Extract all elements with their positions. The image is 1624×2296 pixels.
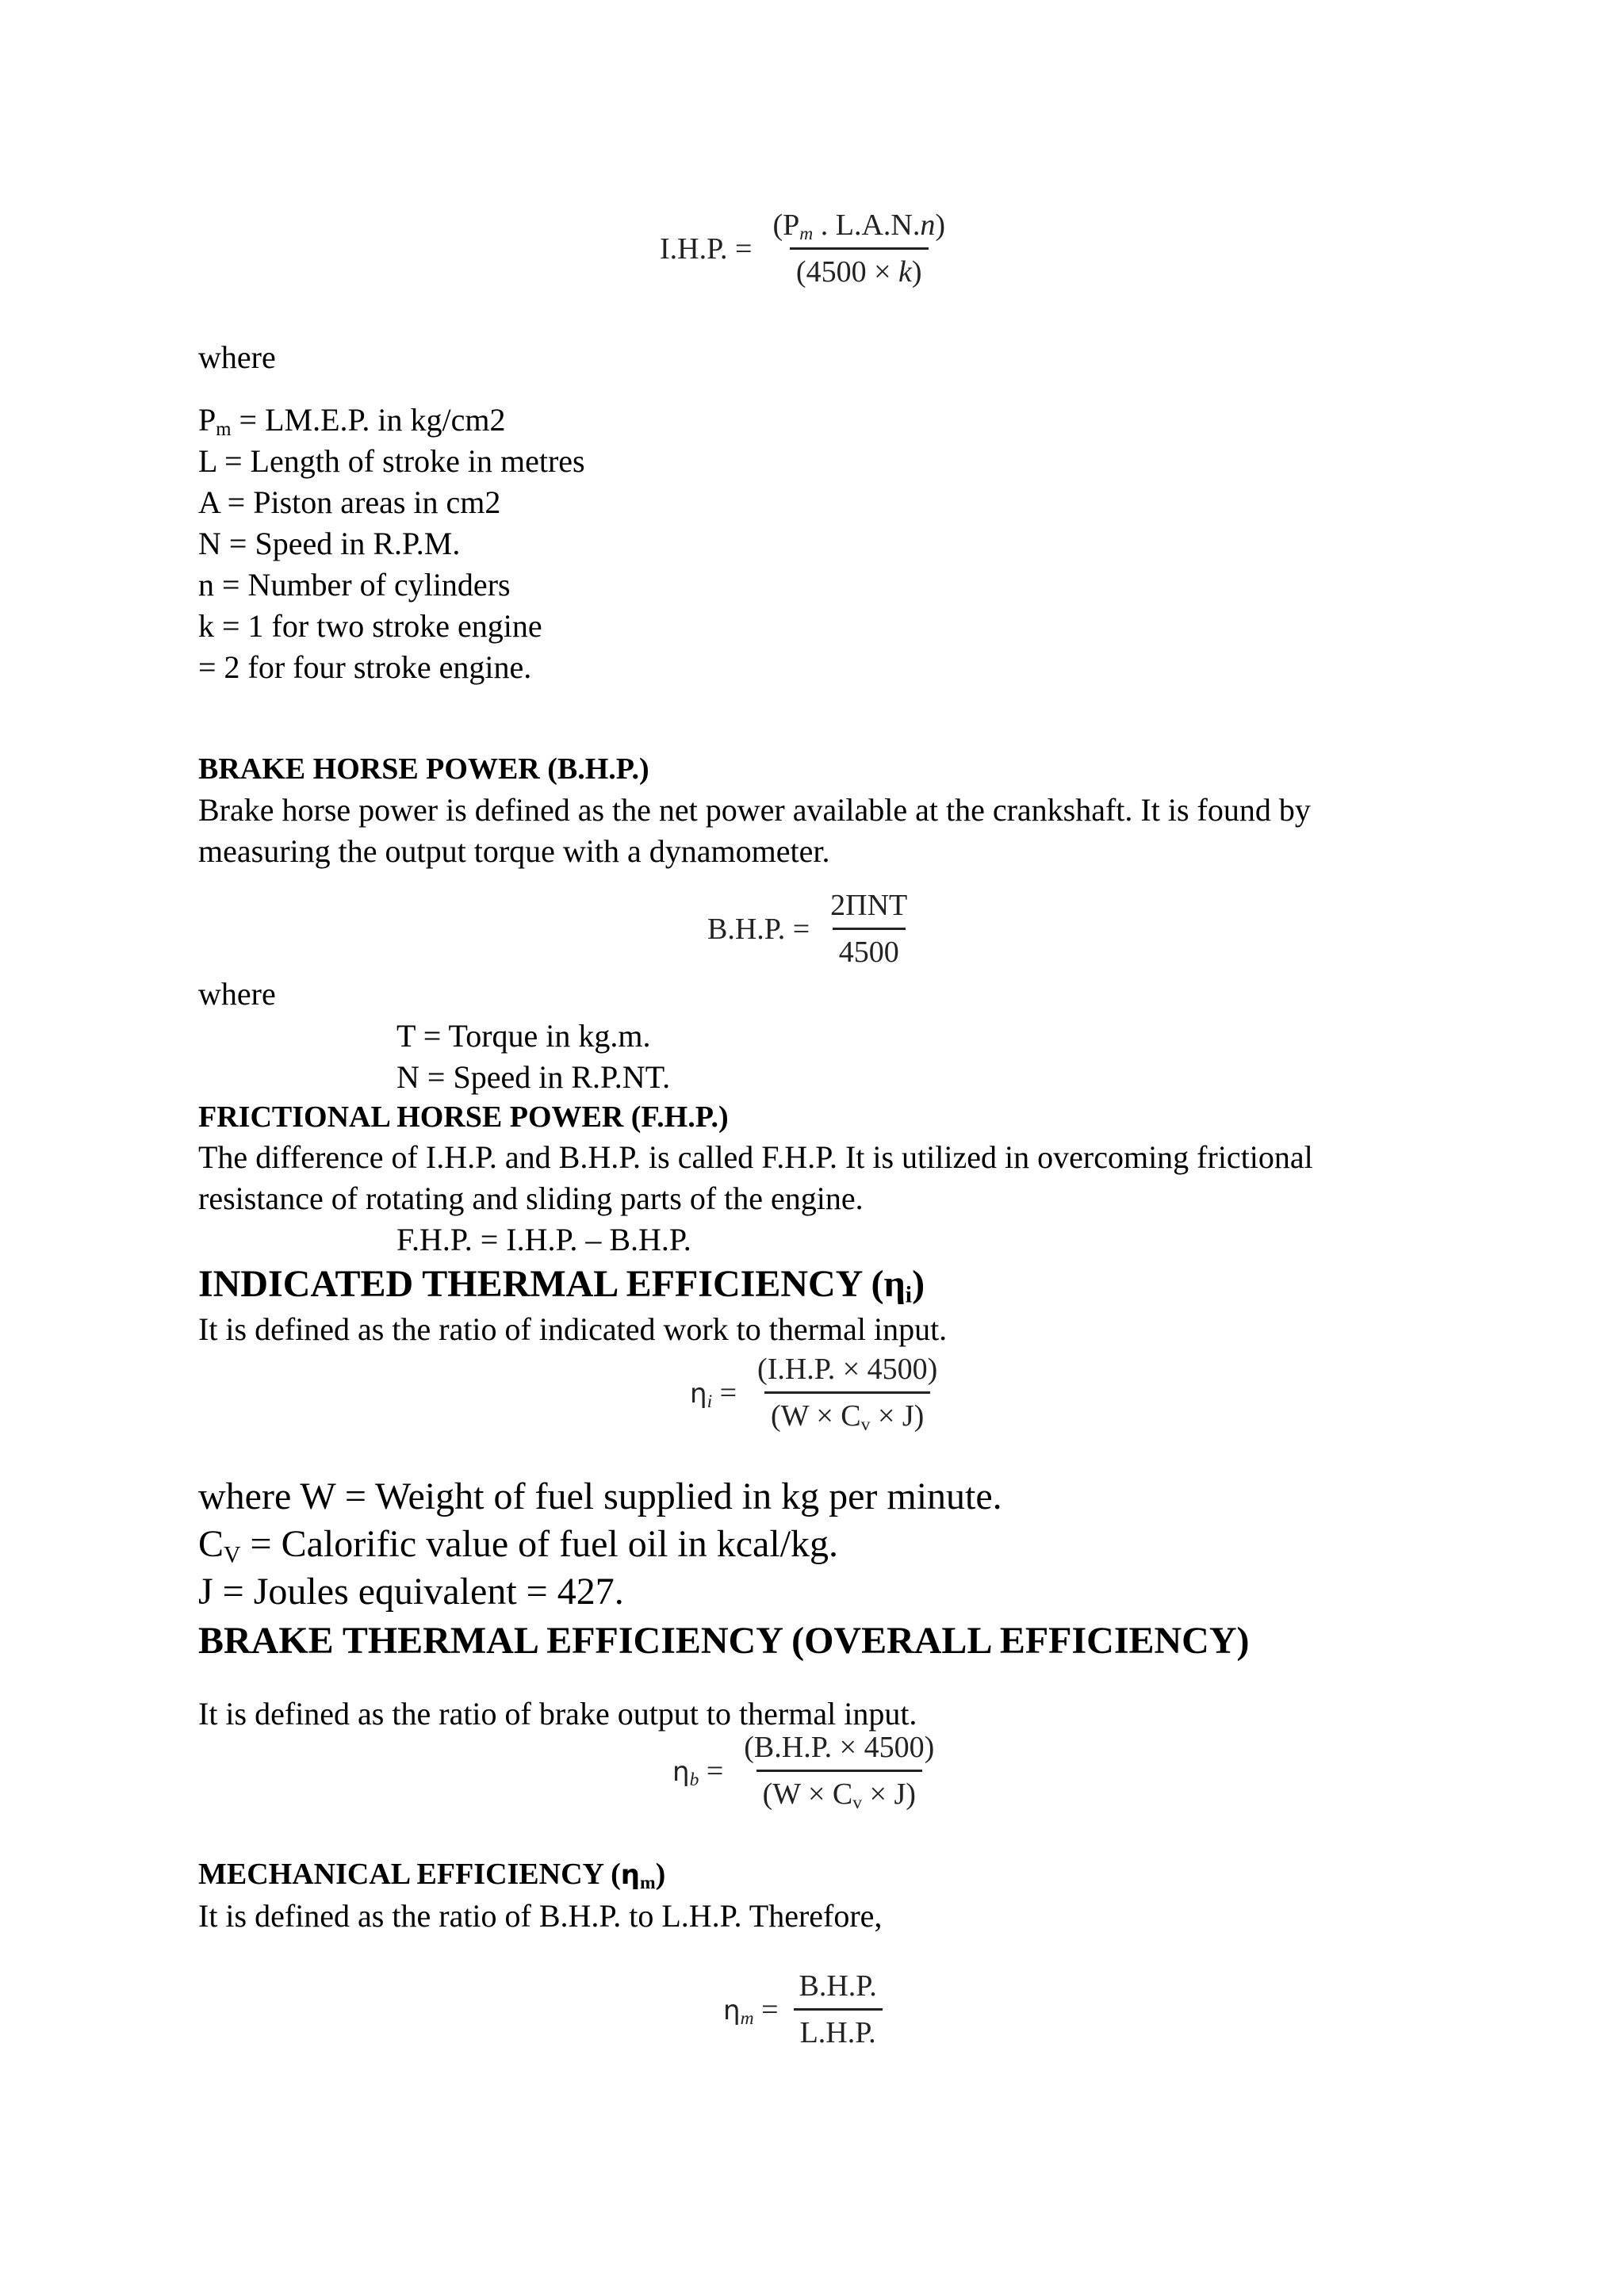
ite-fraction <box>751 1352 944 1433</box>
bhp-paragraph-line-1: Brake horse power is defined as the net power available at the crankshaft. It is found by <box>198 792 1311 828</box>
bte-formula-lhs: $\eta_b$ = <box>672 1754 724 1790</box>
bhp-fraction <box>824 888 914 970</box>
ite-paragraph: It is defined as the ratio of indicated work to thermal input. <box>198 1311 948 1347</box>
definition-k-four-stroke: = 2 for four stroke engine. <box>198 649 532 685</box>
fhp-heading: FRICTIONAL HORSE POWER (F.H.P.) <box>198 1100 729 1134</box>
definition-torque: T = Torque in kg.m. <box>396 1018 651 1054</box>
bte-heading: BRAKE THERMAL EFFICIENCY (OVERALL EFFICIENCY) <box>198 1620 1250 1662</box>
me-paragraph: It is defined as the ratio of B.H.P. to L.H.P. Therefore, <box>198 1898 883 1934</box>
ite-formula-lhs: $\eta_i$ = <box>690 1376 737 1412</box>
bhp-paragraph-line-2: measuring the output torque with a dynamometer. <box>198 833 830 869</box>
bte-paragraph: It is defined as the ratio of brake output to thermal input. <box>198 1696 917 1732</box>
definition-n-speed: N = Speed in R.P.M. <box>198 526 461 561</box>
definition-pm: $P_m = LM.E.P$. in kg/cm2 <box>198 402 506 441</box>
definition-speed: N = Speed in R.P.NT. <box>396 1059 671 1095</box>
fhp-paragraph-line-2: resistance of rotating and sliding parts of the engine. <box>198 1181 864 1216</box>
bte-denominator: $(W \times C_v \times J)$ <box>756 1770 922 1812</box>
fhp-formula: F.H.P. = I.H.P. – B.H.P. <box>396 1222 691 1257</box>
bte-formula <box>672 1730 940 1812</box>
ihp-formula <box>660 208 952 289</box>
bhp-denominator: 4500 <box>833 928 906 970</box>
definition-cv: $C_V$ = Calorific value of fuel oil in kcal/kg. <box>198 1523 839 1568</box>
where-label-1: where <box>198 339 276 375</box>
definition-k: k = 1 for two stroke engine <box>198 608 542 644</box>
ihp-definitions <box>198 400 585 688</box>
definition-w: where W = Weight of fuel supplied in kg per minute. <box>198 1475 1002 1517</box>
bhp-definitions <box>396 1016 670 1098</box>
ite-denominator: $(W \times C_v \times J)$ <box>764 1391 930 1433</box>
ihp-fraction <box>766 208 952 289</box>
where-label-2: where <box>198 976 276 1012</box>
me-heading: MECHANICAL EFFICIENCY $(\eta_m)$ <box>198 1858 666 1893</box>
bte-fraction <box>737 1730 940 1812</box>
ite-definitions <box>198 1473 1002 1616</box>
ihp-formula-lhs: I.H.P. = <box>660 232 753 266</box>
ite-heading: INDICATED THERMAL EFFICIENCY $(\eta_i)$ <box>198 1263 925 1308</box>
fhp-paragraph <box>198 1137 1313 1219</box>
me-formula-lhs: $\eta_m$ = <box>723 1992 779 2029</box>
definition-a: A = Piston areas in cm2 <box>198 484 501 520</box>
fhp-paragraph-line-1: The difference of I.H.P. and B.H.P. is called F.H.P. It is utilized in overcoming frictional <box>198 1139 1313 1175</box>
me-denominator: L.H.P. <box>794 2008 883 2050</box>
bhp-heading: BRAKE HORSE POWER (B.H.P.) <box>198 752 649 786</box>
bhp-formula <box>707 888 914 970</box>
ite-formula <box>690 1352 944 1433</box>
me-formula <box>723 1969 883 2050</box>
ihp-numerator: ($P_m$ . L.A.N.n) <box>772 209 946 244</box>
definition-j: J = Joules equivalent = 427. <box>198 1571 624 1613</box>
me-numerator: B.H.P. <box>799 1969 877 2003</box>
bte-numerator: (B.H.P. × 4500) <box>744 1731 935 1764</box>
bhp-paragraph <box>198 790 1311 872</box>
me-fraction <box>793 1969 883 2050</box>
bhp-formula-lhs: B.H.P. = <box>707 912 810 946</box>
ite-numerator: (I.H.P. × 4500) <box>757 1353 938 1386</box>
definition-n-cylinders: n = Number of cylinders <box>198 567 511 603</box>
ihp-denominator: (4500 × k) <box>790 247 929 289</box>
bhp-numerator: 2ΠNT <box>830 889 908 922</box>
definition-l: L = Length of stroke in metres <box>198 443 585 479</box>
